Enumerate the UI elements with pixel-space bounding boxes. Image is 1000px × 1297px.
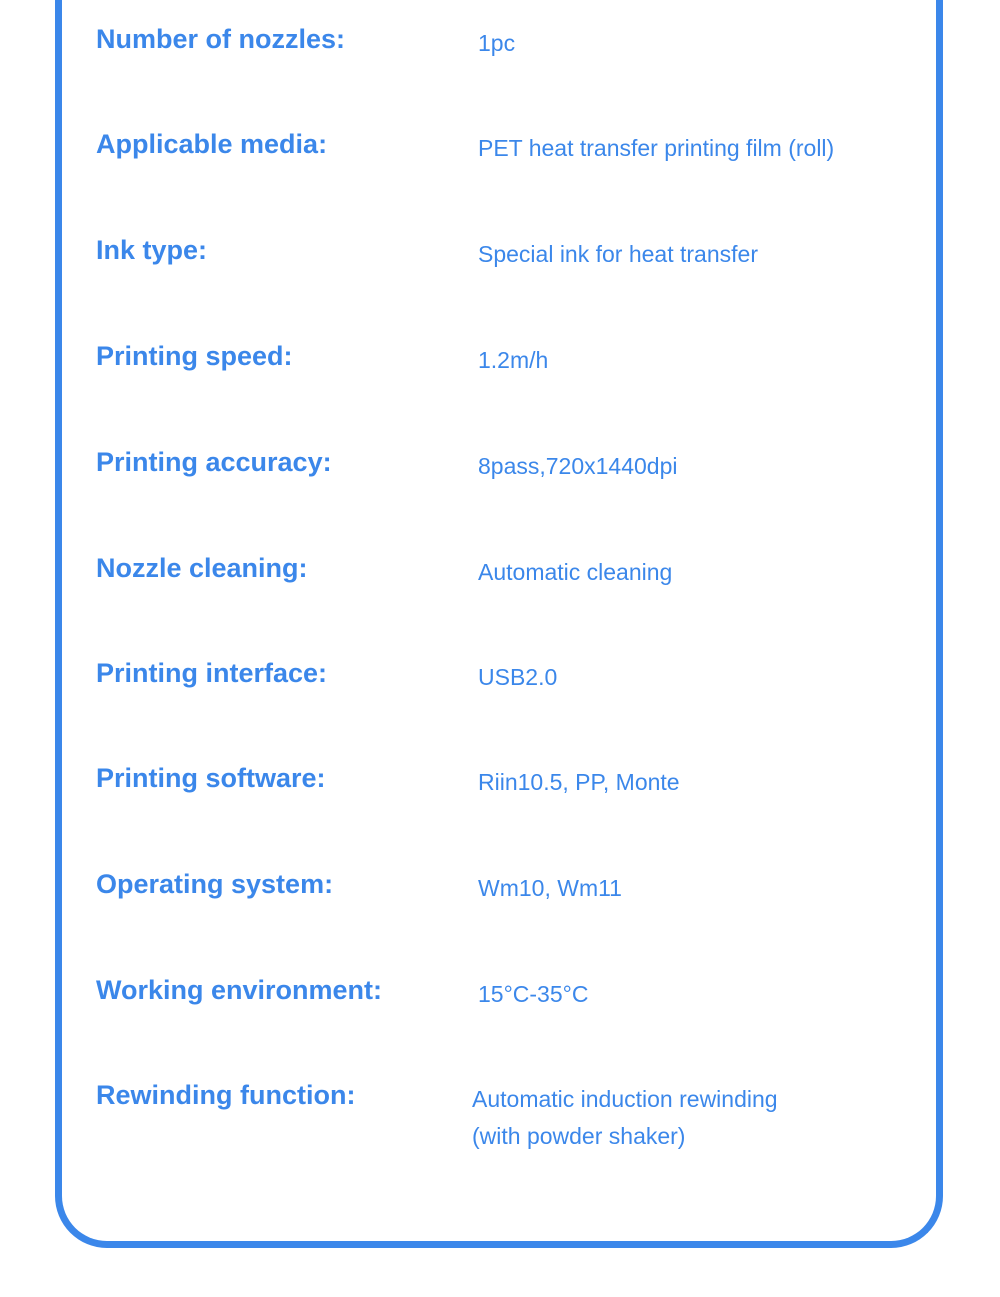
spec-label: Ink type: (96, 235, 208, 265)
spec-label: Printing interface: (96, 658, 328, 688)
spec-value-line1: Automatic induction rewinding (472, 1086, 778, 1112)
spec-card (55, 0, 943, 1248)
spec-label: Printing software: (96, 763, 326, 793)
spec-value: Automatic cleaning (478, 559, 673, 585)
spec-value: Wm10, Wm11 (478, 875, 622, 901)
spec-value: 15°C-35°C (478, 981, 589, 1007)
spec-label: Printing speed: (96, 341, 293, 371)
spec-value: Special ink for heat transfer (478, 241, 758, 267)
spec-value: 8pass,720x1440dpi (478, 453, 678, 479)
spec-label: Printing accuracy: (96, 447, 332, 477)
spec-label: Nozzle cleaning: (96, 553, 308, 583)
spec-value: PET heat transfer printing film (roll) (478, 135, 835, 161)
spec-value: 1.2m/h (478, 347, 549, 373)
spec-value-line2: (with powder shaker) (472, 1123, 686, 1149)
spec-value: 1pc (478, 30, 516, 56)
spec-value: USB2.0 (478, 664, 558, 690)
spec-label: Operating system: (96, 869, 334, 899)
spec-value: Riin10.5, PP, Monte (478, 769, 680, 795)
spec-label: Applicable media: (96, 129, 328, 159)
spec-label: Rewinding function: (96, 1080, 356, 1110)
spec-label: Working environment: (96, 975, 383, 1005)
spec-label: Number of nozzles: (96, 24, 346, 54)
